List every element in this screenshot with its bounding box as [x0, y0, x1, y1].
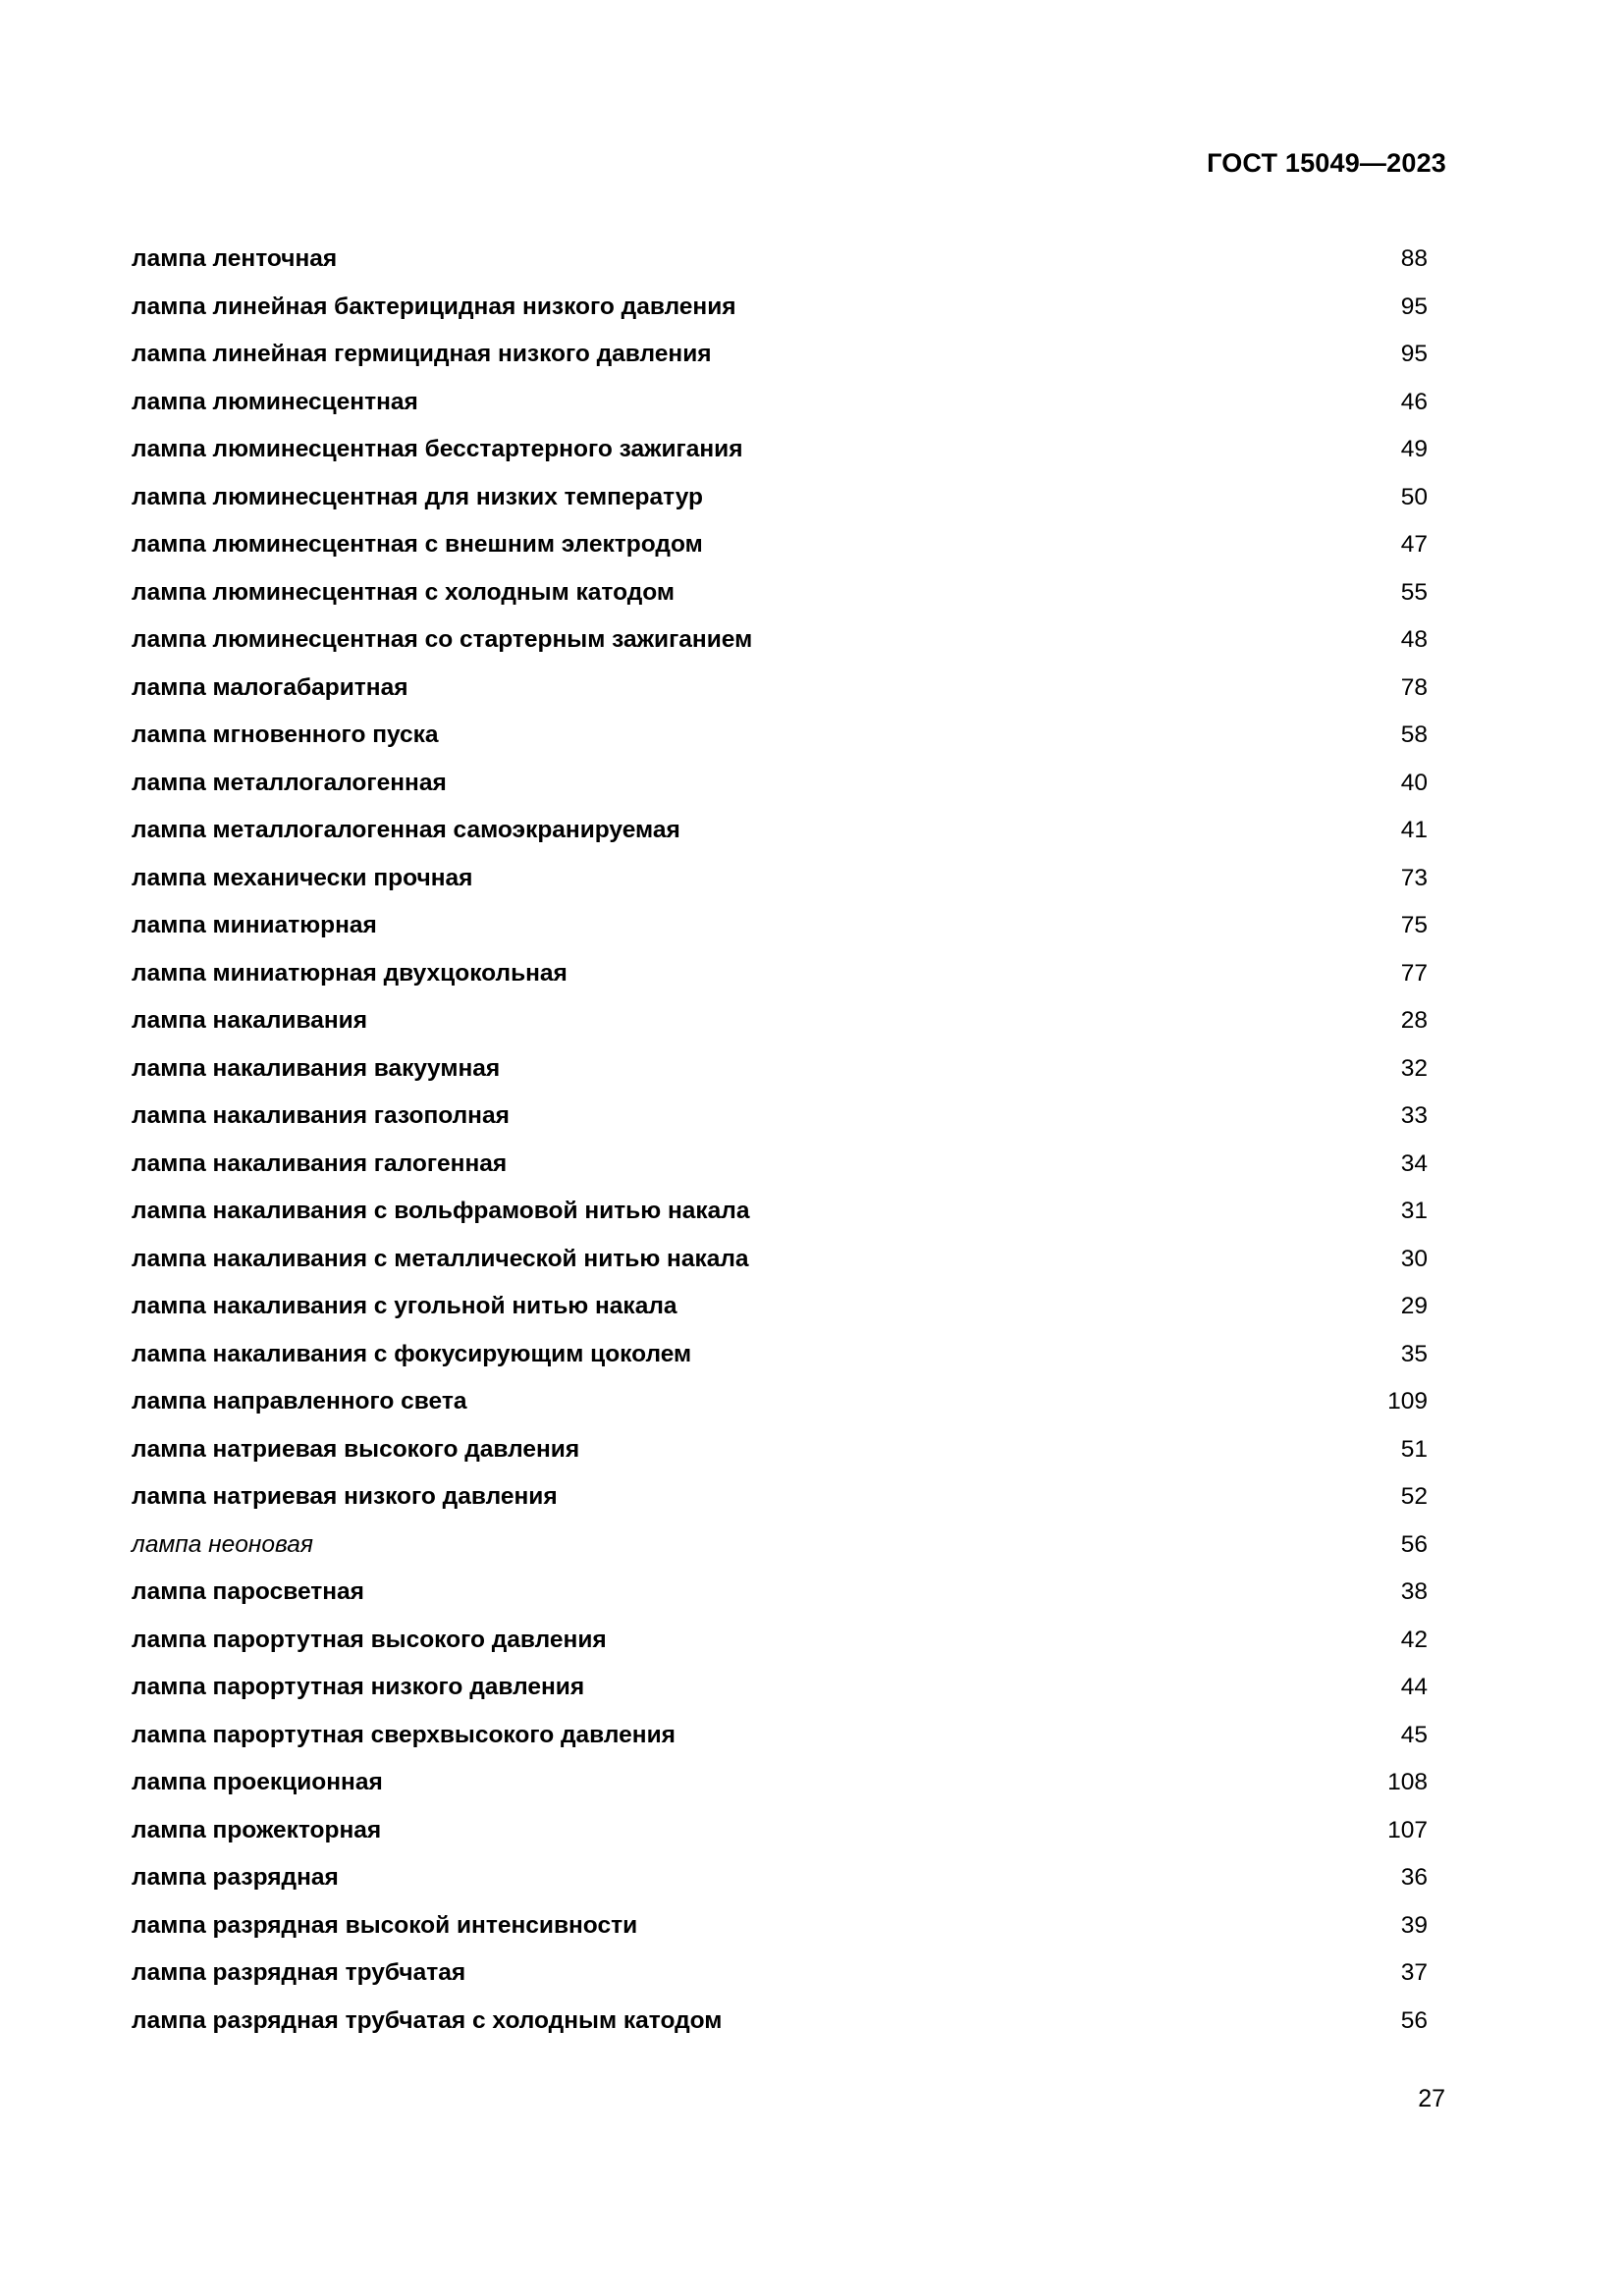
index-term-number: 47: [1400, 531, 1428, 558]
index-term: лампа разрядная трубчатая: [132, 1959, 466, 1986]
index-term: лампа люминесцентная бесстартерного зажигания: [132, 436, 743, 462]
index-term-number: 107: [1387, 1816, 1428, 1843]
document-header: ГОСТ 15049—2023: [1207, 148, 1446, 178]
index-term-number: 40: [1400, 769, 1428, 796]
index-term-number: 28: [1400, 1007, 1428, 1034]
index-term-number: 109: [1387, 1388, 1428, 1415]
index-term: лампа парортутная сверхвысокого давления: [132, 1721, 676, 1748]
index-term-number: 48: [1400, 626, 1428, 653]
index-term: лампа малогабаритная: [132, 673, 408, 701]
index-term: лампа люминесцентная с внешним электродом: [132, 531, 703, 558]
index-term-number: 34: [1400, 1149, 1428, 1177]
index-term-number: 45: [1400, 1721, 1428, 1748]
index-term: лампа линейная бактерицидная низкого давления: [132, 293, 736, 320]
index-term: лампа парортутная низкого давления: [132, 1674, 585, 1700]
index-row: [132, 620, 1428, 668]
index-term-number: 30: [1400, 1245, 1428, 1272]
index-term-number: 46: [1400, 388, 1428, 415]
index-row: [132, 716, 1428, 764]
index-term-number: 78: [1400, 673, 1428, 701]
index-term-number: 44: [1400, 1674, 1428, 1700]
index-term: лампа мгновенного пуска: [132, 721, 439, 748]
index-term: лампа прожекторная: [132, 1816, 382, 1843]
index-row: [132, 1906, 1428, 1954]
index-term-number: 29: [1400, 1293, 1428, 1319]
index-term: лампа направленного света: [132, 1388, 467, 1415]
index-term-number: 49: [1400, 436, 1428, 462]
index-term: лампа люминесцентная со стартерным зажиганием: [132, 626, 753, 653]
index-term: лампа механически прочная: [132, 864, 473, 891]
index-term: лампа миниатюрная двухцокольная: [132, 959, 568, 987]
index-term: лампа натриевая высокого давления: [132, 1435, 580, 1463]
index-row: [132, 1716, 1428, 1764]
index-row: [132, 383, 1428, 431]
index-term-number: 108: [1387, 1769, 1428, 1795]
index-row: [132, 1240, 1428, 1288]
index-term-number: 33: [1400, 1102, 1428, 1129]
index-term: лампа металлогалогенная: [132, 769, 447, 796]
index-term-number: 77: [1400, 959, 1428, 987]
term-index-list: [132, 240, 1428, 2049]
index-term: лампа люминесцентная: [132, 388, 418, 415]
index-term-number: 51: [1400, 1435, 1428, 1463]
index-row: [132, 1858, 1428, 1906]
index-term-number: 56: [1400, 2006, 1428, 2034]
index-term: лампа люминесцентная с холодным катодом: [132, 578, 676, 606]
index-row: [132, 1668, 1428, 1716]
index-term: лампа накаливания: [132, 1007, 367, 1034]
index-row: [132, 288, 1428, 336]
index-row: [132, 1430, 1428, 1478]
index-row: [132, 811, 1428, 859]
index-term: лампа накаливания с угольной нитью накала: [132, 1293, 677, 1319]
index-term: лампа металлогалогенная самоэкранируемая: [132, 817, 680, 843]
index-row: [132, 1287, 1428, 1335]
index-term: лампа накаливания с металлической нитью накала: [132, 1245, 749, 1272]
index-term-number: 95: [1400, 293, 1428, 320]
index-term-number: 38: [1400, 1578, 1428, 1605]
index-term-number: 41: [1400, 817, 1428, 843]
index-term-number: 42: [1400, 1626, 1428, 1653]
index-row: [132, 1811, 1428, 1859]
index-row: [132, 525, 1428, 573]
index-term-number: 32: [1400, 1054, 1428, 1082]
index-row: [132, 1335, 1428, 1383]
index-row: [132, 478, 1428, 526]
index-term: лампа накаливания с фокусирующим цоколем: [132, 1340, 692, 1367]
index-term: лампа накаливания вакуумная: [132, 1054, 501, 1082]
index-row: [132, 1382, 1428, 1430]
index-term-number: 39: [1400, 1911, 1428, 1939]
index-row: [132, 1525, 1428, 1574]
index-term: лампа парортутная высокого давления: [132, 1626, 607, 1653]
index-term-number: 55: [1400, 578, 1428, 606]
index-row: [132, 335, 1428, 383]
index-term-number: 35: [1400, 1340, 1428, 1367]
index-term-number: 58: [1400, 721, 1428, 748]
index-row: [132, 1145, 1428, 1193]
index-term: лампа разрядная трубчатая с холодным катодом: [132, 2006, 723, 2034]
index-row: [132, 1953, 1428, 2002]
index-term-number: 52: [1400, 1483, 1428, 1510]
index-row: [132, 1763, 1428, 1811]
index-term: лампа проекционная: [132, 1769, 383, 1795]
index-term: лампа ленточная: [132, 245, 338, 272]
index-row: [132, 2002, 1428, 2050]
index-term: лампа линейная гермицидная низкого давления: [132, 341, 712, 367]
index-term-number: 50: [1400, 483, 1428, 510]
index-row: [132, 1621, 1428, 1669]
index-term: лампа неоновая: [132, 1530, 313, 1558]
index-term: лампа разрядная высокой интенсивности: [132, 1911, 638, 1939]
index-term: лампа паросветная: [132, 1578, 364, 1605]
index-term: лампа накаливания газополная: [132, 1102, 510, 1129]
index-row: [132, 1573, 1428, 1621]
index-term: лампа разрядная: [132, 1864, 339, 1891]
index-term-number: 88: [1400, 245, 1428, 272]
index-row: [132, 573, 1428, 621]
index-row: [132, 1477, 1428, 1525]
index-term-number: 31: [1400, 1198, 1428, 1224]
index-term-number: 36: [1400, 1864, 1428, 1891]
index-row: [132, 954, 1428, 1002]
index-row: [132, 906, 1428, 954]
index-term: лампа миниатюрная: [132, 912, 377, 938]
index-row: [132, 1049, 1428, 1097]
index-term-number: 95: [1400, 341, 1428, 367]
index-row: [132, 430, 1428, 478]
index-term-number: 37: [1400, 1959, 1428, 1986]
index-term-number: 56: [1400, 1530, 1428, 1558]
index-term-number: 75: [1400, 912, 1428, 938]
index-row: [132, 1001, 1428, 1049]
index-term: лампа люминесцентная для низких температур: [132, 483, 703, 510]
index-row: [132, 1096, 1428, 1145]
index-term-number: 73: [1400, 864, 1428, 891]
index-row: [132, 668, 1428, 717]
index-term: лампа натриевая низкого давления: [132, 1483, 558, 1510]
index-term: лампа накаливания галогенная: [132, 1149, 508, 1177]
index-term: лампа накаливания с вольфрамовой нитью накала: [132, 1198, 750, 1224]
index-row: [132, 764, 1428, 812]
page-number: 27: [1418, 2085, 1445, 2112]
index-row: [132, 240, 1428, 288]
index-row: [132, 1192, 1428, 1240]
index-row: [132, 859, 1428, 907]
